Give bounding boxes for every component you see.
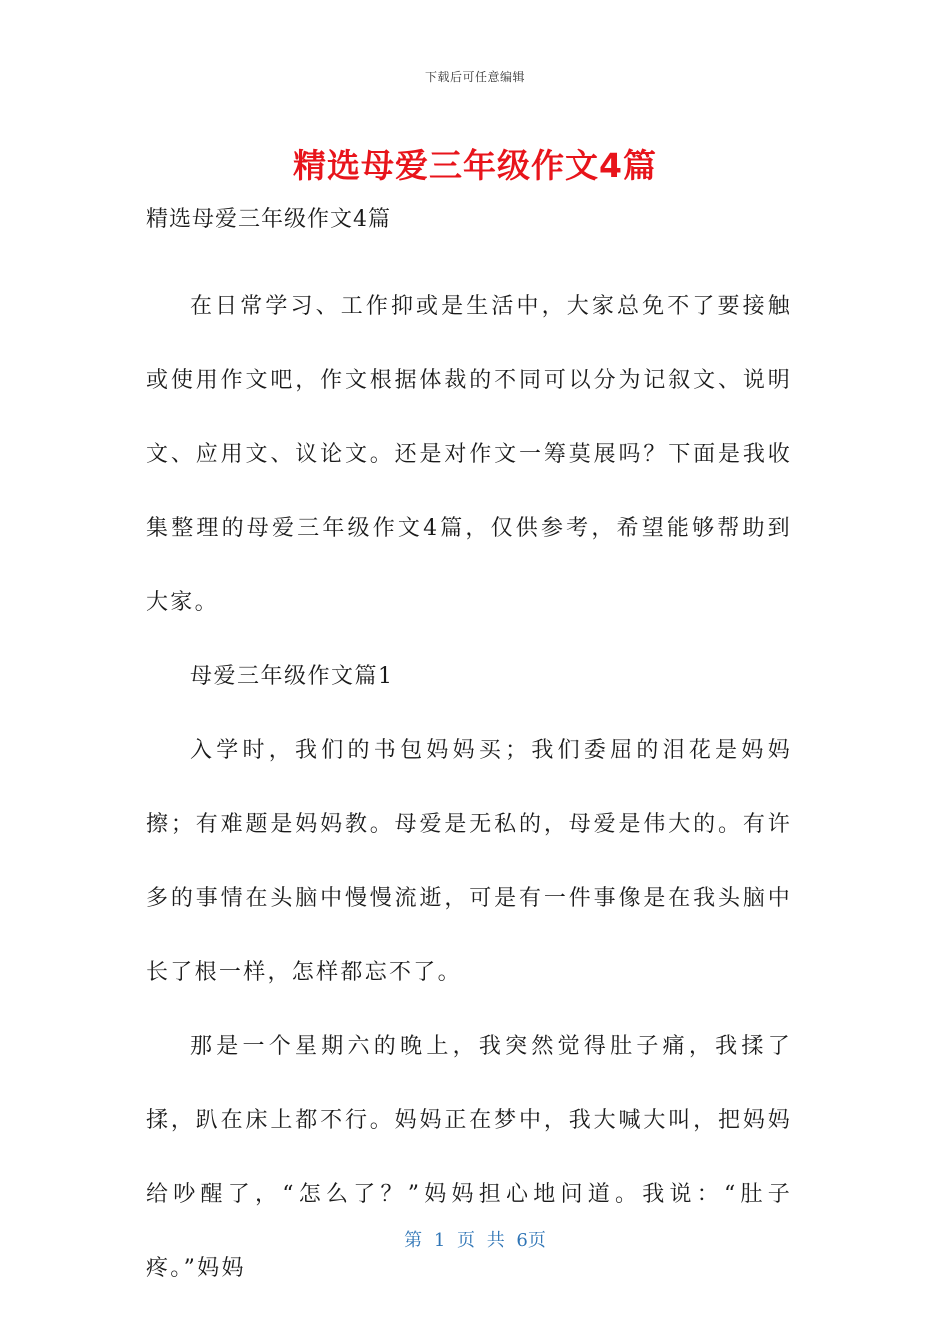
document-body [146, 196, 792, 1306]
intro-paragraph: 在日常学习、工作抑或是生活中，大家总免不了要接触或使用作文吧，作文根据体裁的不同可以分为记叙文、说明文、应用文、议论文。还是对作文一筹莫展吗？下面是我收集整理的母爱三年级作文4篇，仅供参考，希望能够帮助到大家。 [146, 294, 792, 615]
body-paragraph-1: 入学时，我们的书包妈妈买；我们委屈的泪花是妈妈擦；有难题是妈妈教。母爱是无私的，母爱是伟大的。有许多的事情在头脑中慢慢流逝，可是有一件事像是在我头脑中长了根一样，怎样都忘不了。 [146, 738, 792, 985]
document-title: 精选母爱三年级作文4篇 [293, 146, 657, 185]
header-note: 下载后可任意编辑 [424, 70, 525, 84]
document-subtitle: 精选母爱三年级作文4篇 [146, 207, 391, 232]
page-number-footer: 第 1 页 共 6页 [404, 1230, 546, 1251]
section-heading: 母爱三年级作文篇1 [190, 664, 394, 689]
body-paragraph-2: 那是一个星期六的晚上，我突然觉得肚子痛，我揉了揉，趴在床上都不行。妈妈正在梦中，我大喊大叫，把妈妈给吵醒了，“怎么了？”妈妈担心地问道。我说：“肚子疼。”妈妈 [146, 1034, 792, 1281]
